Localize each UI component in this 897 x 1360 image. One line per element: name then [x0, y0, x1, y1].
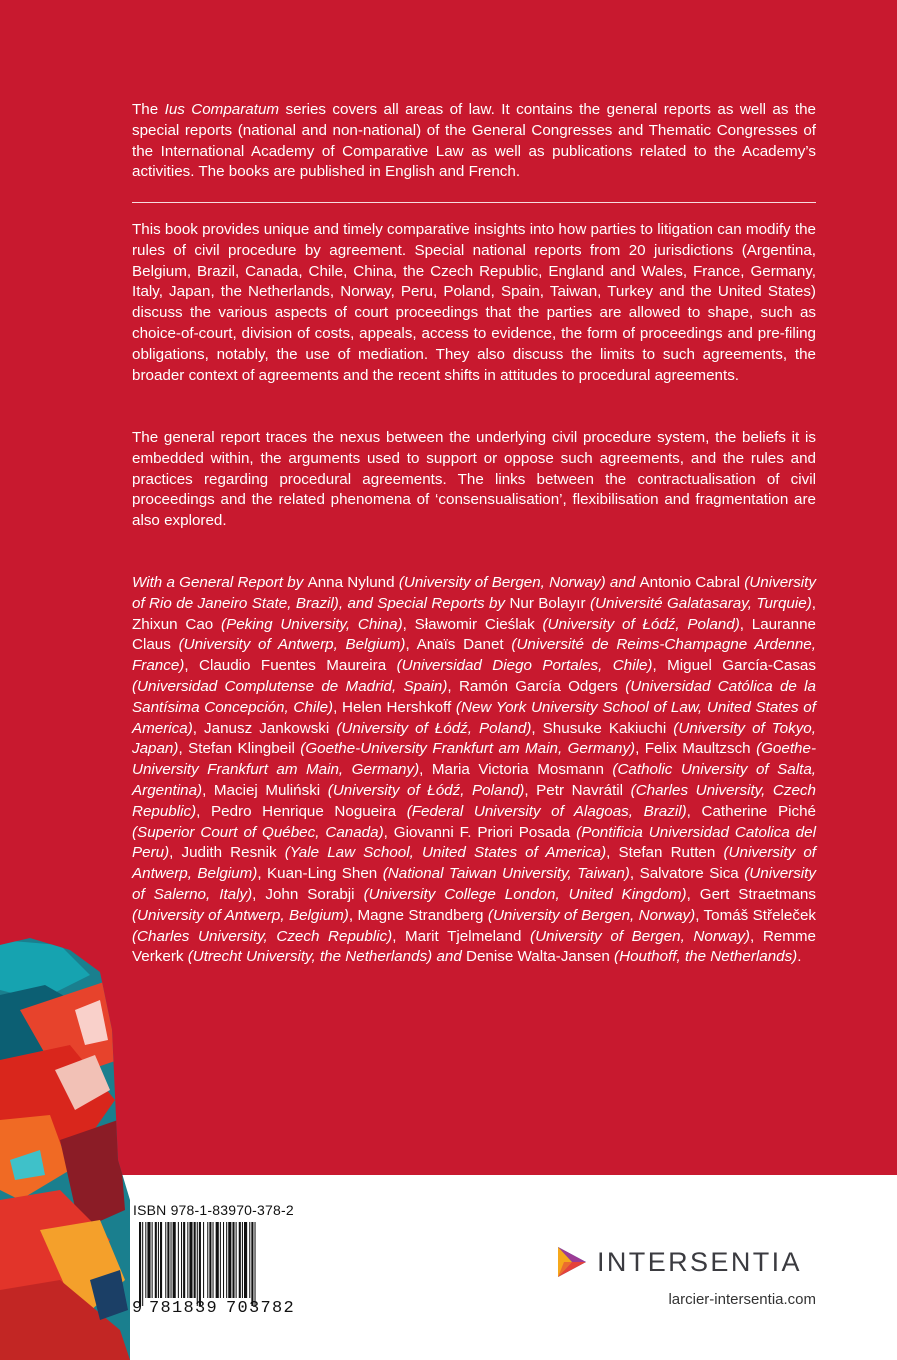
contributor-affiliation: (National Taiwan University, Taiwan) — [382, 865, 630, 883]
barcode-bar — [226, 1222, 227, 1298]
contributor-name: Denise Walta-Jansen — [466, 948, 610, 966]
contributor-name: Remme Verkerk — [132, 927, 816, 966]
contributor-affiliation: (University of Łódź, Poland) — [336, 719, 532, 737]
contributor-affiliation: (Universidad Complutense de Madrid, Spain) — [132, 677, 448, 695]
contributor-name: Ramón García Odgers — [458, 677, 618, 695]
barcode-bars — [139, 1222, 305, 1306]
barcode-bar — [213, 1222, 214, 1298]
contributor-name: Miguel García-Casas — [667, 657, 816, 675]
special-reports-lead: , and Special Reports by — [338, 594, 510, 612]
barcode-bar — [255, 1222, 256, 1306]
contributors-paragraph — [132, 573, 816, 968]
contributor-name: Maria Victoria Mosmann — [431, 761, 604, 779]
contributor-affiliation: (University of Bergen, Norway) — [530, 927, 750, 945]
general-report-paragraph — [132, 428, 816, 532]
contributor-affiliation: (Goethe-University Frankfurt am Main, Germany) — [132, 740, 816, 779]
contributor-affiliation: (Federal University of Alagoas, Brazil) — [406, 802, 687, 820]
contributor-affiliation: (University of Bergen, Norway) — [398, 574, 606, 591]
contributor-name: Kuan-Ling Shen — [267, 865, 378, 883]
contributor-name: Gert Straetmans — [699, 885, 816, 903]
barcode-bar — [242, 1222, 243, 1298]
contributor-name: Tomáš Střeleček — [703, 906, 816, 924]
contributor-affiliation: (Superior Court of Québec, Canada) — [132, 823, 384, 841]
general-report-lead: With a General Report by — [132, 574, 308, 591]
contributor-affiliation: (Yale Law School, United States of America) — [284, 844, 607, 862]
contributor-affiliation: (Université de Reims-Champagne Ardenne, France) — [132, 636, 816, 675]
general-report-text: The general report traces the nexus between the underlying civil procedure system, the beliefs it is embedded within, the arguments used to support or oppose such agreements, and the rules and practices regarding procedural agreements. The links between the contractualisation of civil proceedings and the related phenomena of ‘consensualisation’, flexibilisation and fragmentation are also explored. — [132, 429, 816, 530]
barcode-bar — [160, 1222, 162, 1298]
contributor-name: Marit Tjelmeland — [405, 927, 522, 945]
contributor-affiliation: (Utrecht University, the Netherlands) — [187, 948, 433, 966]
contributor-name: Nur Bolayır — [509, 594, 586, 612]
contributor-name: Pedro Henrique Nogueira — [211, 802, 397, 820]
contributor-name: Claudio Fuentes Maureira — [198, 657, 387, 675]
barcode-bar — [249, 1222, 250, 1298]
book-description-paragraph — [132, 220, 816, 386]
contributor-affiliation: (University of Salerno, Italy) — [132, 865, 816, 903]
contributor-name: Judith Resnik — [181, 844, 277, 862]
isbn-label: ISBN 978-1-83970-378-2 — [133, 1202, 294, 1218]
barcode-bar — [209, 1222, 211, 1298]
barcode-bar — [187, 1222, 188, 1298]
barcode-bar — [189, 1222, 192, 1298]
contributor-affiliation: (University of Antwerp, Belgium) — [178, 636, 406, 654]
contributor-affiliation: (University of Antwerp, Belgium) — [132, 844, 816, 883]
intro-text-start: The — [132, 101, 165, 118]
barcode-bar — [223, 1222, 224, 1298]
intersentia-logo-icon — [555, 1244, 589, 1280]
barcode-bar — [173, 1222, 176, 1298]
barcode-bar — [244, 1222, 247, 1298]
barcode-bar — [167, 1222, 169, 1298]
barcode-bar — [203, 1222, 204, 1298]
contributor-name: Magne Strandberg — [357, 906, 484, 924]
barcode-bar — [165, 1222, 166, 1298]
contributor-name: Stefan Rutten — [618, 844, 716, 862]
publisher-name: INTERSENTIA — [597, 1247, 802, 1277]
contributor-name: Shusuke Kakiuchi — [542, 719, 667, 737]
barcode-bar — [145, 1222, 146, 1298]
contributor-affiliation: (Charles University, Czech Republic) — [132, 927, 393, 945]
barcode-bar — [158, 1222, 159, 1298]
contributor-name: Antonio Cabral — [639, 574, 740, 591]
contributor-affiliation: (University of Rio de Janeiro State, Brazil) — [132, 574, 816, 612]
contributor-affiliation: (Houthoff, the Netherlands) — [614, 948, 798, 966]
barcode-bar — [194, 1222, 196, 1298]
contributor-affiliation: (Université Galatasaray, Turquie) — [589, 594, 812, 612]
contributor-affiliation: (University College London, United Kingdom) — [363, 885, 687, 903]
barcode-bar — [239, 1222, 241, 1298]
barcode-bar — [232, 1222, 234, 1298]
barcode-digits-left: 781839 — [149, 1299, 219, 1318]
publisher-logo — [555, 1244, 820, 1282]
barcode-bar — [207, 1222, 208, 1298]
barcode-bar — [155, 1222, 157, 1298]
intro-text-rest: series covers all areas of law. It contains the general reports as well as the special reports (national and non-national) of the General Congresses and Thematic Congresses of the International Academy of Comparative Law as well as publications related to the Academy’s activities. The books are published in English and French. — [132, 101, 817, 181]
series-name: Ius Comparatum — [164, 101, 280, 118]
section-divider — [132, 202, 816, 203]
contributor-name: Felix Maultzsch — [644, 740, 751, 758]
contributor-affiliation: (Peking University, China) — [221, 615, 403, 633]
contributor-name: Giovanni F. Priori Posada — [393, 823, 571, 841]
contributor-name: Lauranne Claus — [132, 615, 816, 654]
contributor-affiliation: (Pontificia Universidad Catolica del Peru) — [132, 823, 816, 862]
barcode-bar — [178, 1222, 179, 1298]
barcode-bar — [152, 1222, 153, 1298]
series-intro-paragraph — [132, 100, 816, 183]
barcode-bar — [181, 1222, 182, 1298]
contributor-name: Janusz Jankowski — [204, 719, 330, 737]
barcode-bar — [142, 1222, 143, 1306]
contributor-affiliation: (Universidad Diego Portales, Chile) — [396, 657, 653, 675]
contributor-name: Petr Navrátil — [536, 781, 624, 799]
barcode-bar — [199, 1222, 201, 1306]
contributor-affiliation: (Catholic University of Salta, Argentina) — [132, 761, 816, 799]
barcode-bar — [216, 1222, 219, 1298]
contributor-affiliation: (Goethe-University Frankfurt am Main, Germany) — [300, 740, 636, 758]
contributor-name: Salvatore Sica — [639, 865, 739, 883]
contributor-name: John Sorabji — [265, 885, 355, 903]
barcode-bar — [251, 1222, 253, 1306]
contributor-name: Maciej Muliński — [213, 781, 321, 799]
contributor-affiliation: (University of Łódź, Poland) — [542, 615, 740, 633]
contributor-name: Anna Nylund — [307, 574, 395, 591]
isbn-barcode — [131, 1200, 312, 1328]
barcode-bar — [236, 1222, 237, 1298]
barcode-bar — [171, 1222, 172, 1298]
contributor-affiliation: (Universidad Católica de la Santísima Concepción, Chile) — [132, 677, 816, 716]
description-text: This book provides unique and timely comparative insights into how parties to litigation can modify the rules of civil procedure by agreement. Special national reports from 20 jurisdictions (Argentina, Belgium, Brazil, Canada, Chile, China, the Czech Republic, England and Wales, France, Germany, Italy, Japan, the Netherlands, Norway, Peru, Poland, Spain, Taiwan, Turkey and the United States) discuss the various aspects of court proceedings that the parties are allowed to shape, such as choice-of-court, division of costs, appeals, access to evidence, the form of proceedings and pre-filing obligations, notably, the use of mediation. They also discuss the limits to such agreements, the broader context of agreements and the recent shifts in attitudes to procedural agreements. — [132, 221, 816, 384]
barcode-bar — [228, 1222, 231, 1298]
contributors-text: With a General Report by Anna Nylund (University of Bergen, Norway) and Antonio Cabral (University of Rio de Janeiro State, Brazil), and Special Reports by Nur Bolayır (Université Galatasaray, Turquie), Zhixun Cao (Peking University, China), Sławomir Cieślak (University of Łódź, Poland), Lauranne Claus (University of Antwerp, Belgium), Anaïs Danet (Université de Reims-Champagne Ardenne, France), Claudio Fuentes Maureira (Universidad Diego Portales, Chile), Miguel García-Casas (Universidad Complutense de Madrid, Spain), Ramón García Odgers (Universidad Católica de la Santísima Concepción, Chile), Helen Hershkoff (New York University School of Law, United States of America), Janusz Jankowski (University of Łódź, Poland), Shusuke Kakiuchi (University of Tokyo, Japan), Stefan Klingbeil (Goethe-University Frankfurt am Main, Germany), Felix Maultzsch (Goethe-University Frankfurt am Main, Germany), Maria Victoria Mosmann (Catholic University of Salta, Argentina), Maciej Muliński (University of Łódź, Poland), Petr Navrátil (Charles University, Czech Republic), Pedro Henrique Nogueira (Federal University of Alagoas, Brazil), Catherine Piché (Superior Court of Québec, Canada), Giovanni F. Priori Posada (Pontificia Universidad Catolica del Peru), Judith Resnik (Yale Law School, United States of America), Stefan Rutten (University of Antwerp, Belgium), Kuan-Ling Shen (National Taiwan University, Taiwan), Salvatore Sica (University of Salerno, Italy), John Sorabji (University College London, United Kingdom), Gert Straetmans (University of Antwerp, Belgium), Magne Strandberg (University of Bergen, Norway), Tomáš Střeleček (Charles University, Czech Republic), Marit Tjelmeland (University of Bergen, Norway), Remme Verkerk (Utrecht University, the Netherlands) and Denise Walta-Jansen (Houthoff, the Netherlands). — [132, 574, 816, 966]
contributor-name: Zhixun Cao — [132, 615, 214, 633]
barcode-bar — [139, 1222, 141, 1306]
contributor-affiliation: (University of Tokyo, Japan) — [132, 719, 816, 758]
barcode-digits-right: 703782 — [226, 1299, 296, 1318]
barcode-digit-first: 9 — [132, 1299, 144, 1318]
barcode-bar — [183, 1222, 185, 1298]
barcode-bar — [197, 1222, 198, 1306]
barcode-bar — [147, 1222, 150, 1298]
contributor-name: Sławomir Cieślak — [414, 615, 535, 633]
publisher-website: larcier-intersentia.com — [668, 1291, 816, 1308]
contributor-name: Catherine Piché — [701, 802, 816, 820]
contributor-affiliation: (Charles University, Czech Republic) — [132, 781, 816, 820]
contributor-affiliation: (University of Łódź, Poland) — [327, 781, 525, 799]
contributor-name: Stefan Klingbeil — [188, 740, 295, 758]
barcode-bar — [220, 1222, 221, 1298]
contributor-name: Helen Hershkoff — [342, 698, 452, 716]
contributor-affiliation: (New York University School of Law, United States of America) — [132, 698, 816, 737]
contributor-affiliation: (University of Bergen, Norway) — [487, 906, 696, 924]
contributor-name: Anaïs Danet — [416, 636, 504, 654]
contributor-affiliation: (University of Antwerp, Belgium) — [132, 906, 349, 924]
